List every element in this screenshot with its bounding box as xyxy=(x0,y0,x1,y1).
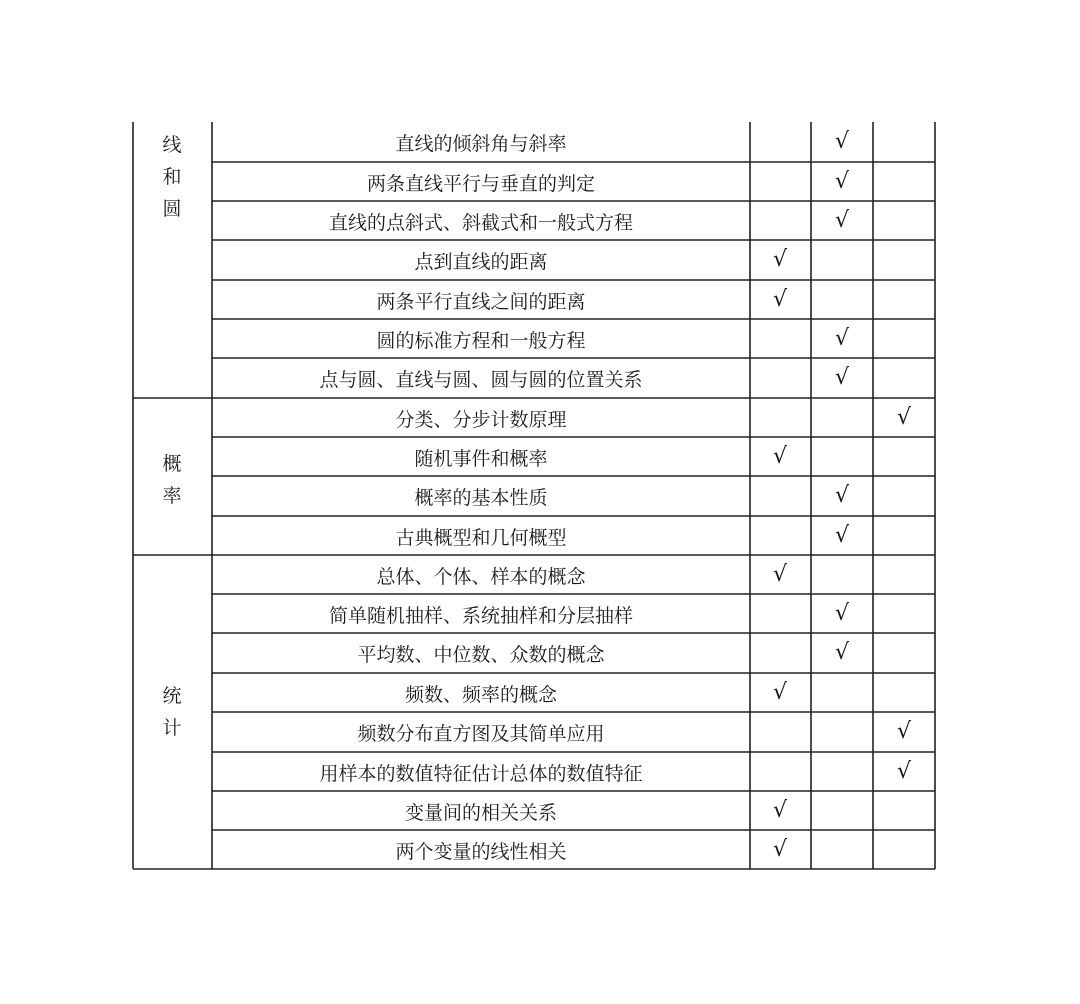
topic-cell: 圆的标准方程和一般方程 xyxy=(376,329,586,352)
topic-cell: 点与圆、直线与圆、圆与圆的位置关系 xyxy=(319,369,643,391)
check-mark-level-1: √ xyxy=(772,561,788,587)
topic-cell: 频数、频率的概念 xyxy=(404,683,557,706)
check-mark-level-2: √ xyxy=(834,483,850,508)
topic-cell: 简单随机抽样、系统抽样和分层抽样 xyxy=(328,604,633,627)
check-mark-level-3: √ xyxy=(896,719,912,744)
check-mark-level-1: √ xyxy=(772,797,788,823)
check-mark-level-2: √ xyxy=(834,168,850,194)
check-mark-level-2: √ xyxy=(834,365,850,390)
check-mark-level-1: √ xyxy=(772,286,788,312)
topic-cell: 用样本的数值特征估计总体的数值特征 xyxy=(319,762,643,785)
check-mark-level-1: √ xyxy=(772,247,788,272)
check-mark-level-1: √ xyxy=(772,443,788,469)
topic-cell: 概率的基本性质 xyxy=(414,487,548,509)
check-mark-level-1: √ xyxy=(772,836,788,862)
topic-cell: 平均数、中位数、众数的概念 xyxy=(357,644,605,666)
category-label-char: 和 xyxy=(162,166,182,188)
topic-cell: 变量间的相关关系 xyxy=(404,801,557,824)
topic-cell: 直线的点斜式、斜截式和一般式方程 xyxy=(328,211,633,234)
category-label-char: 计 xyxy=(162,717,182,739)
topic-cell: 两条直线平行与垂直的判定 xyxy=(366,172,595,195)
topic-cell: 直线的倾斜角与斜率 xyxy=(395,133,567,155)
check-mark-level-2: √ xyxy=(834,129,850,154)
topic-cell: 点到直线的距离 xyxy=(414,251,548,273)
topic-cell: 随机事件和概率 xyxy=(414,447,548,470)
check-mark-level-2: √ xyxy=(834,600,850,626)
category-label-char: 统 xyxy=(162,685,182,707)
check-mark-level-2: √ xyxy=(834,522,850,548)
topic-cell: 总体、个体、样本的概念 xyxy=(376,565,586,588)
topic-cell: 两条平行直线之间的距离 xyxy=(376,290,586,313)
topic-cell: 频数分布直方图及其简单应用 xyxy=(357,723,605,745)
category-label-char: 圆 xyxy=(162,198,182,220)
check-mark-level-2: √ xyxy=(834,325,850,351)
check-mark-level-3: √ xyxy=(896,758,912,784)
check-mark-level-3: √ xyxy=(896,404,912,430)
category-label-char: 率 xyxy=(162,485,182,507)
category-label-char: 概 xyxy=(162,453,182,475)
topic-cell: 分类、分步计数原理 xyxy=(395,408,567,431)
check-mark-level-1: √ xyxy=(772,679,788,705)
topic-cell: 两个变量的线性相关 xyxy=(395,840,567,863)
check-mark-level-2: √ xyxy=(834,640,850,665)
check-mark-level-2: √ xyxy=(834,207,850,233)
category-label-char: 线 xyxy=(162,134,182,156)
topic-cell: 古典概型和几何概型 xyxy=(395,526,567,549)
